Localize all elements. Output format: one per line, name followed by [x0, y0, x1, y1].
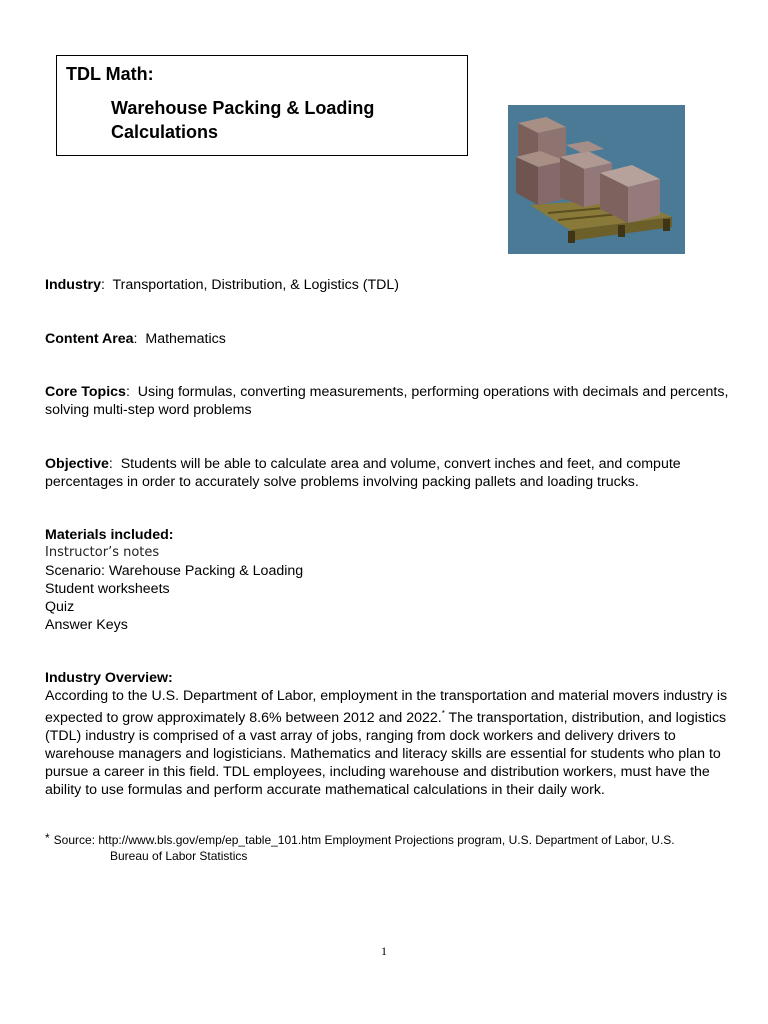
- content-area-value: Mathematics: [145, 331, 226, 347]
- subtitle-line-1: Warehouse Packing & Loading: [111, 98, 375, 118]
- materials-item: Scenario: Warehouse Packing & Loading: [45, 563, 304, 579]
- industry-overview-section: [45, 669, 735, 799]
- footnote-line-1: Source: http://www.bls.gov/emp/ep_table_101.htm Employment Projections program, U.S. Department of Labor, U.S.: [53, 833, 675, 847]
- overview-text: According to the U.S. Department of Labor, employment in the transportation and material movers industry is expected to grow approximately 8.6% between 2012 and 2022.* The transportation, distribution, and logistics (TDL) industry is comprised of a vast array of jobs, ranging from dock workers and delivery drivers to warehouse managers and logisticians. Mathematics and literacy skills are essential for students who plan to pursue a career in this field. TDL employees, including warehouse and distribution workers, must have the ability to use formulas and perform accurate mathematical calculations in their daily work.: [45, 688, 728, 798]
- title-box: [56, 55, 468, 156]
- objective-label: Objective: [45, 456, 109, 472]
- industry-label: Industry: [45, 277, 101, 293]
- core-topics-paragraph: Core Topics: Using formulas, converting measurements, performing operations with decimals and percents, solving multi-step word problems: [45, 384, 729, 418]
- objective-value: Students will be able to calculate area and volume, convert inches and feet, and compute percentages in order to accurately solve problems involving packing pallets and loading trucks.: [45, 456, 681, 490]
- industry-line: Industry: Transportation, Distribution, & Logistics (TDL): [45, 277, 400, 293]
- materials-item: Student worksheets: [45, 581, 170, 597]
- core-topics-label: Core Topics: [45, 384, 126, 400]
- footnote-line-2: Bureau of Labor Statistics: [110, 849, 248, 863]
- content-area-label: Content Area: [45, 331, 134, 347]
- footnote-mark: *: [45, 831, 50, 845]
- objective-paragraph: Objective: Students will be able to calculate area and volume, convert inches and feet, and compute percentages in order to accurately solve problems involving packing pallets and loading trucks.: [45, 456, 681, 490]
- materials-heading: Materials included:: [45, 527, 174, 543]
- overview-heading: Industry Overview:: [45, 670, 173, 686]
- materials-item: Quiz: [45, 599, 75, 615]
- subtitle-line-2: Calculations: [111, 122, 219, 142]
- footnote-reference: *: [441, 709, 445, 718]
- materials-item: Instructor’s notes: [45, 545, 160, 560]
- content-area-line: Content Area: Mathematics: [45, 331, 226, 347]
- materials-item: Answer Keys: [45, 617, 128, 633]
- source-footnote: [45, 830, 735, 864]
- document-title: TDL Math:: [66, 64, 154, 84]
- page-number: 1: [381, 944, 387, 958]
- industry-value: Transportation, Distribution, & Logistics (TDL): [112, 277, 400, 293]
- materials-section: [45, 526, 735, 634]
- document-subtitle: [111, 96, 374, 144]
- core-topics-value: Using formulas, converting measurements, performing operations with decimals and percents, solving multi-step word problems: [45, 384, 729, 418]
- pallet-boxes-icon: [508, 105, 685, 254]
